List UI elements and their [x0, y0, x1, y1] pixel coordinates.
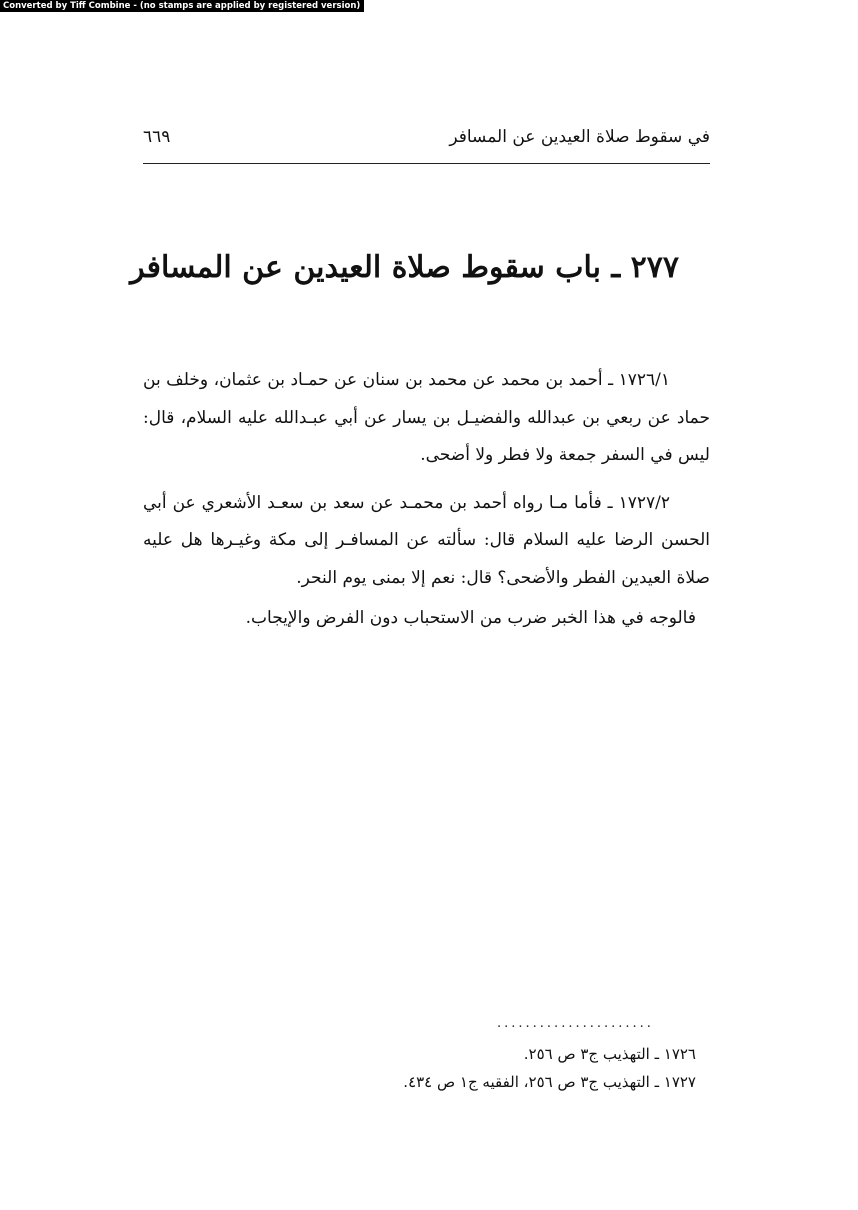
watermark-banner: Converted by Tiff Combine - (no stamps are applied by registered version) [0, 0, 364, 12]
header-rule [143, 163, 710, 164]
body-text [143, 362, 710, 638]
hadith-paragraph: ١٧٢٦/١ ـ أحمد بن محمد عن محمد بن سنان عن حمـاد بن عثمان، وخلف بن حماد عن ربعي بن عبدالله والفضيـل بن يسار عن أبي عبـدالله عليه السلام، قال: ليس في السفر جمعة ولا فطر ولا أضحى. [143, 370, 710, 465]
footnote-separator: ...................... [497, 1016, 654, 1031]
chapter-title: ٢٧٧ ـ باب سقوط صلاة العيدين عن المسافر [130, 250, 679, 285]
commentary-paragraph: فالوجه في هذا الخبر ضرب من الاستحباب دون الفرض والإيجاب. [245, 608, 696, 628]
hadith-paragraph: ١٧٢٧/٢ ـ فأما مـا رواه أحمد بن محمـد عن سعد بن سعـد الأشعري عن أبي الحسن الرضا عليه السلام قال: سألته عن المسافـر إلى مكة وغيـرها هل عليه صلاة العيدين الفطر والأضحى؟ قال: نعم إلا بمنى يوم النحر. [143, 492, 710, 588]
footnote-item: ١٧٢٧ ـ التهذيب ج٣ ص ٢٥٦، الفقيه ج١ ص ٤٣٤. [403, 1073, 696, 1091]
running-header [143, 122, 710, 152]
running-title: في سقوط صلاة العيدين عن المسافر [449, 127, 710, 147]
page-number: ٦٦٩ [143, 127, 171, 147]
footnotes [330, 1040, 696, 1096]
footnote-item: ١٧٢٦ ـ التهذيب ج٣ ص ٢٥٦. [523, 1045, 696, 1063]
